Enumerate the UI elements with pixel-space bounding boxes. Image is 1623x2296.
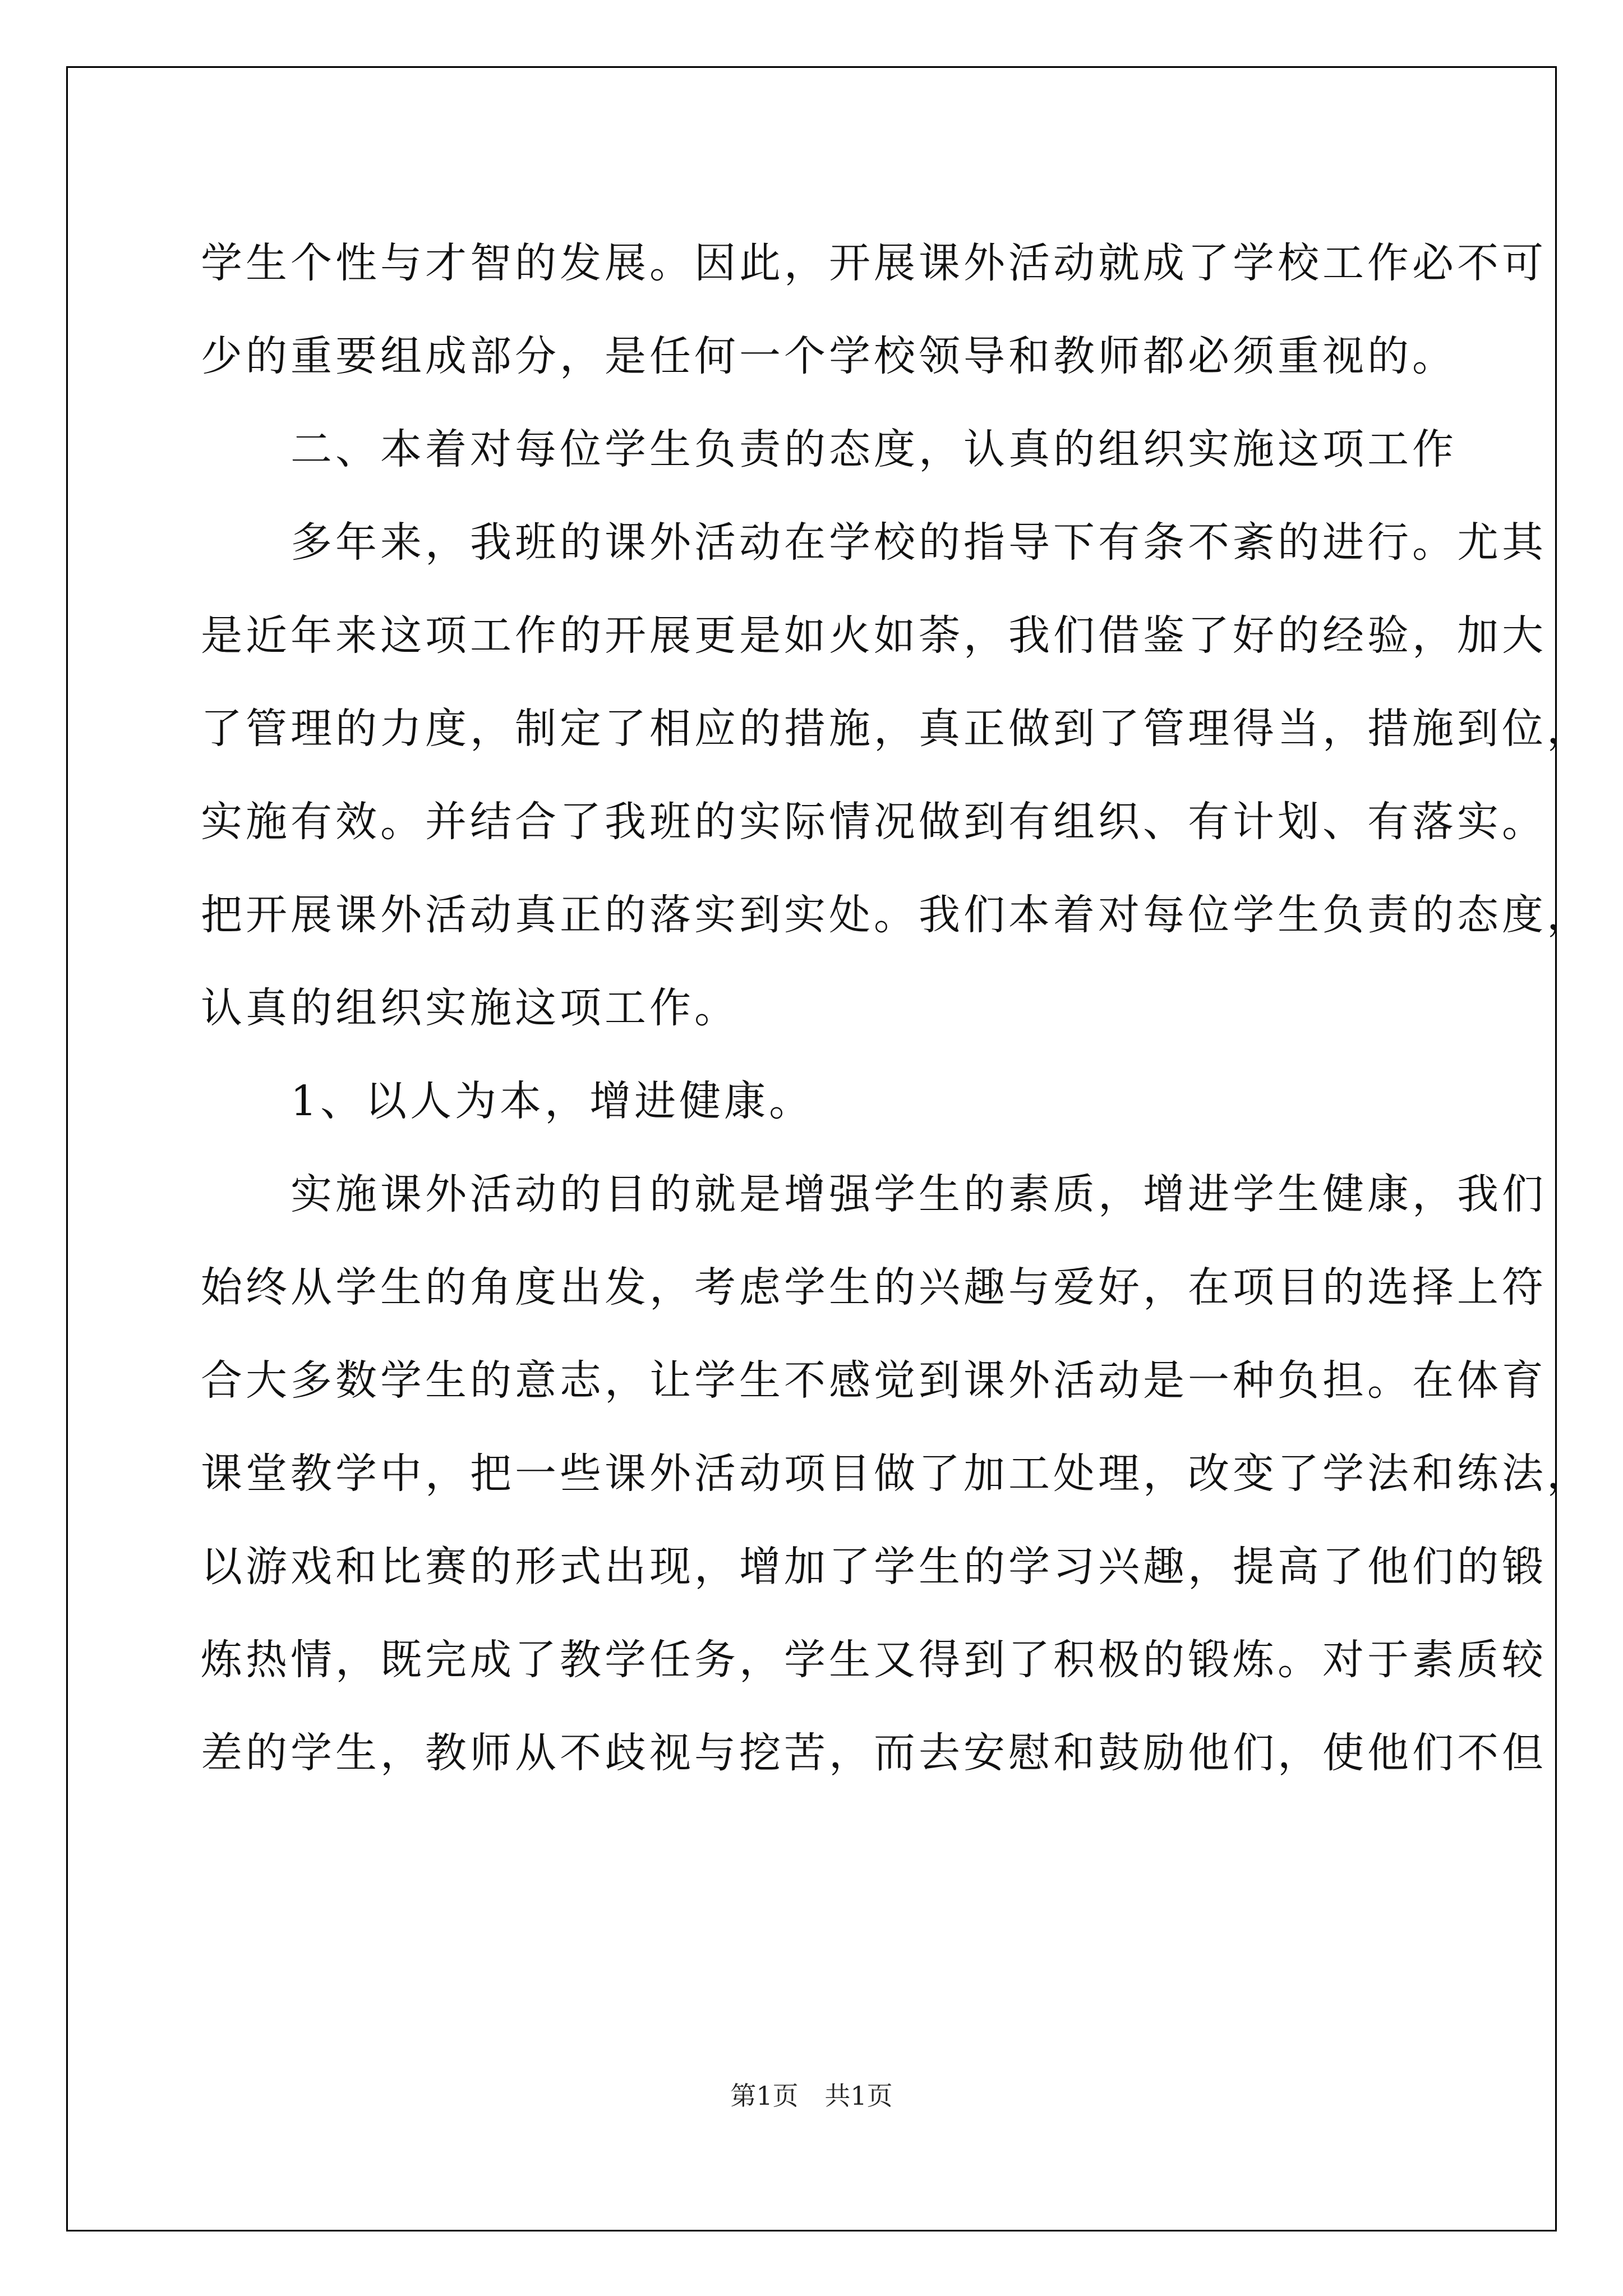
page-number-total: 共1页 — [824, 2081, 893, 2111]
text-line: 了管理的力度，制定了相应的措施，真正做到了管理得当，措施到位， — [201, 705, 1592, 753]
text-line: 实施有效。并结合了我班的实际情况做到有组织、有计划、有落实。 — [201, 798, 1547, 846]
text-line: 少的重要组成部分，是任何一个学校领导和教师都必须重视的。 — [201, 332, 1457, 380]
text-line: 合大多数学生的意志，让学生不感觉到课外活动是一种负担。在体育 — [201, 1356, 1547, 1405]
text-line: 实施课外活动的目的就是增强学生的素质，增进学生健康，我们 — [201, 1170, 1547, 1218]
text-line: 把开展课外活动真正的落实到实处。我们本着对每位学生负责的态度， — [201, 891, 1592, 939]
text-line: 差的学生，教师从不歧视与挖苦，而去安慰和鼓励他们，使他们不但 — [201, 1729, 1547, 1777]
text-line: 炼热情，既完成了教学任务，学生又得到了积极的锻炼。对于素质较 — [201, 1636, 1547, 1684]
text-line: 课堂教学中，把一些课外活动项目做了加工处理，改变了学法和练法， — [201, 1450, 1592, 1498]
text-line: 多年来，我班的课外活动在学校的指导下有条不紊的进行。尤其 — [201, 518, 1547, 567]
text-line: 二、本着对每位学生负责的态度，认真的组织实施这项工作 — [201, 425, 1457, 473]
text-line: 1、以人为本，增进健康。 — [201, 1077, 814, 1125]
page-footer — [0, 2076, 1623, 2113]
text-line: 是近年来这项工作的开展更是如火如荼，我们借鉴了好的经验，加大 — [201, 611, 1547, 660]
text-line: 以游戏和比赛的形式出现，增加了学生的学习兴趣，提高了他们的锻 — [201, 1543, 1547, 1591]
document-body — [201, 217, 1592, 1800]
text-line: 认真的组织实施这项工作。 — [201, 984, 739, 1032]
page-number-current: 第1页 — [730, 2081, 799, 2111]
text-line: 始终从学生的角度出发，考虑学生的兴趣与爱好，在项目的选择上符 — [201, 1263, 1547, 1312]
text-line: 学生个性与才智的发展。因此，开展课外活动就成了学校工作必不可 — [201, 239, 1547, 287]
